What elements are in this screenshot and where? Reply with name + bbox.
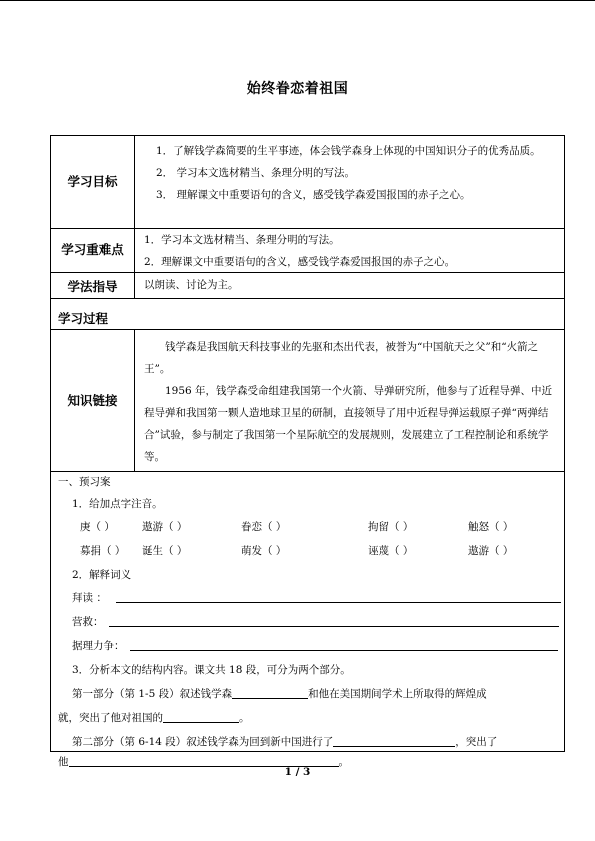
column-divider xyxy=(134,136,135,298)
knowledge-para: 钱学森是我国航天科技事业的先驱和杰出代表，被誉为“中国航天之父”和“火箭之王”。 xyxy=(144,341,539,375)
structure-part1-cont xyxy=(58,710,250,725)
knowledge-label: 知识链接 xyxy=(67,393,118,408)
part1-text: 就，突出了他对祖国的 xyxy=(58,712,163,724)
part2-text: 。 xyxy=(338,756,349,768)
structure-part2 xyxy=(72,734,497,749)
pinyin-item[interactable]: 诞生（ ） xyxy=(142,545,188,557)
structure-part1 xyxy=(72,686,487,701)
row-divider xyxy=(51,471,564,472)
page-title: 始终眷恋着祖国 xyxy=(246,81,349,97)
definition-word: 拜读 ： xyxy=(72,592,107,604)
worksheet-table xyxy=(50,135,565,768)
pinyin-item[interactable]: 遨游（ ） xyxy=(468,545,514,557)
preview-section xyxy=(58,474,560,768)
top-rule xyxy=(0,0,595,1)
keypoint-item: 1．学习本文选材精当、条理分明的写法。 xyxy=(144,234,340,246)
page-number: 1 / 3 xyxy=(284,766,311,778)
pinyin-item[interactable]: 诬蔑（ ） xyxy=(368,545,414,557)
goal-item: 2． 学习本文选材精当、条理分明的写法。 xyxy=(156,167,356,179)
knowledge-para: 1956 年，钱学森受命组建我国第一个火箭、导弹研究所，他参与了近程导弹、中近程导弹和我国第一颗人造地球卫星的研制，直接领导了用中近程导弹运载原子弹“两弹结合”试验，参与制定了我国第一个星际航空的发展规则，发展建立了工程控制论和系统学等。 xyxy=(144,385,553,463)
pinyin-item[interactable]: 庚（ ） xyxy=(80,521,115,533)
row-divider xyxy=(51,329,564,330)
part2-text: ，突出了 xyxy=(455,736,498,748)
part2-blank[interactable] xyxy=(333,734,455,747)
row-divider xyxy=(51,298,564,299)
pinyin-item[interactable]: 眷恋（ ） xyxy=(241,521,287,533)
definition-row xyxy=(72,614,559,629)
part1-blank[interactable] xyxy=(163,710,239,723)
definition-word: 据理力争： xyxy=(72,640,125,652)
pinyin-item[interactable]: 萌发（ ） xyxy=(241,545,287,557)
keypoints-label: 学习重难点 xyxy=(61,242,124,257)
goals-label: 学习目标 xyxy=(67,174,118,189)
definition-blank[interactable] xyxy=(109,614,559,627)
preview-heading: 一、预习案 xyxy=(58,476,111,488)
definition-word: 营救： xyxy=(72,616,104,628)
keypoint-item: 2．理解课文中重要语句的含义，感受钱学森爱国报国的赤子之心。 xyxy=(144,256,456,268)
definition-row xyxy=(72,590,561,605)
question-2: 2．解释词义 xyxy=(72,569,132,581)
method-text: 以朗读、讨论为主。 xyxy=(144,279,239,291)
part1-text: 和他在美国期间学术上所取得的辉煌成 xyxy=(308,688,487,700)
process-label: 学习过程 xyxy=(58,311,109,326)
part1-text: 。 xyxy=(239,712,250,724)
method-label: 学法指导 xyxy=(67,279,118,294)
definition-row xyxy=(72,638,558,653)
pinyin-item[interactable]: 拘留（ ） xyxy=(368,521,414,533)
goals-content xyxy=(144,140,560,206)
pinyin-item[interactable]: 遨游（ ） xyxy=(142,521,188,533)
part2-text: 第二部分（第 6-14 段）叙述钱学森为回到新中国进行了 xyxy=(72,736,334,748)
question-1: 1．给加点字注音。 xyxy=(72,498,163,510)
definition-blank[interactable] xyxy=(130,638,558,651)
knowledge-content xyxy=(144,336,560,468)
pinyin-item[interactable]: 募捐（ ） xyxy=(80,545,126,557)
part2-text: 他 xyxy=(58,756,69,768)
column-divider xyxy=(134,329,135,471)
pinyin-item[interactable]: 触怒（ ） xyxy=(468,521,514,533)
definition-blank[interactable] xyxy=(116,590,561,603)
goal-item: 3． 理解课文中重要语句的含义，感受钱学森爱国报国的赤子之心。 xyxy=(156,189,471,201)
question-3: 3．分析本文的结构内容。课文共 18 段，可分为两个部分。 xyxy=(72,664,351,676)
keypoints-content xyxy=(144,229,560,273)
goal-item: 1．了解钱学森简要的生平事迹，体会钱学森身上体现的中国知识分子的优秀品质。 xyxy=(156,145,541,157)
part1-text: 第一部分（第 1-5 段）叙述钱学森 xyxy=(72,688,233,700)
part1-blank[interactable] xyxy=(232,686,308,699)
